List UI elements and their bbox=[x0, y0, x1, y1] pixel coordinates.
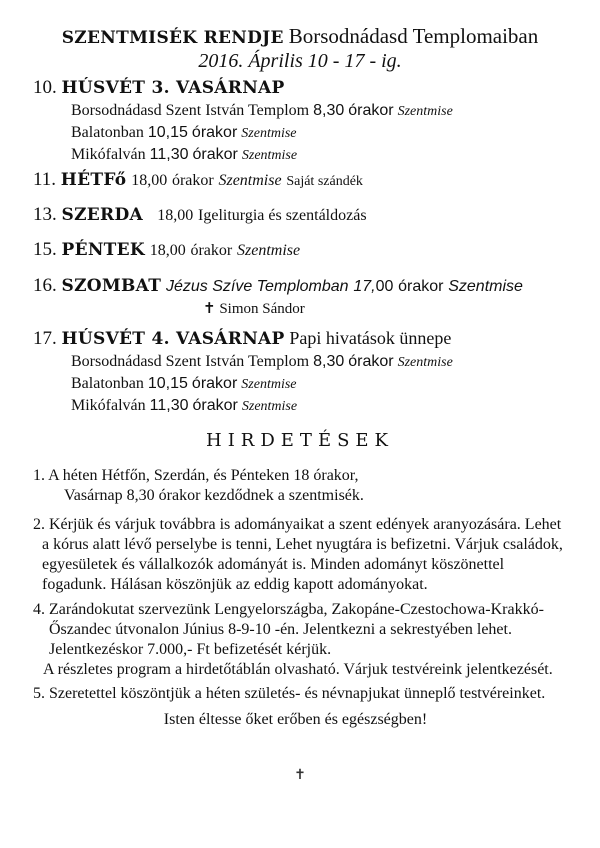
document-title bbox=[0, 24, 600, 50]
day-name: SZERDA bbox=[61, 205, 144, 225]
schedule-day-17 bbox=[33, 326, 453, 417]
day-number: 10. bbox=[33, 77, 57, 98]
day-number: 16. bbox=[33, 275, 57, 296]
day-name: HÚSVÉT 3. VASÁRNAP bbox=[61, 78, 285, 98]
announcement-2: 2. Kérjük és várjuk továbbra is adományaikat a szent edények aranyozására. Lehet a kórus alatt lévő perselybe is tenni, Lehet nyugtára is befizetni. Várjuk családok, egyesületek és vállalkozók adományát is. Minden adományt köszönettel fogadunk. Hálásan köszönjük az eddig kapott adományokat. bbox=[33, 516, 563, 593]
schedule-day-13: 13. SZERDA 18,00 Igeliturgia és szentáldozás bbox=[33, 204, 367, 225]
mass-intention: ✝ Simon Sándor bbox=[203, 301, 305, 317]
schedule-day-16: 16. SZOMBAT Jézus Szíve Templomban 17,00 órakor Szentmise ✝ Simon Sándor bbox=[33, 275, 523, 317]
mass-entry: Balatonban 10,15 órakor Szentmise bbox=[71, 375, 297, 392]
mass-entry: Borsodnádasd Szent István Templom 8,30 órakor Szentmise bbox=[71, 353, 453, 370]
day-name: SZOMBAT bbox=[61, 276, 162, 296]
day-name: HÉTFő bbox=[60, 170, 127, 190]
announcements-title: HIRDETÉSEK bbox=[206, 430, 394, 451]
announcement-5: 5. Szeretettel köszöntjük a héten születés- és névnapjukat ünneplő testvéreinket. Isten éltesse őket erőben és egészségben! bbox=[33, 685, 546, 728]
document-header bbox=[0, 24, 600, 72]
cross-icon: ✝ bbox=[294, 768, 306, 783]
mass-entry: Mikófalván 11,30 órakor Szentmise bbox=[71, 397, 298, 414]
schedule-day-15: 15. PÉNTEK 18,00 órakor Szentmise bbox=[33, 239, 301, 260]
announcement-1: 1. A héten Hétfőn, Szerdán, és Pénteken 18 órakor, Vasárnap 8,30 órakor kezdődnek a szentmisék. bbox=[33, 467, 364, 504]
mass-entry: Mikófalván 11,30 órakor Szentmise bbox=[71, 146, 298, 163]
cross-icon: ✝ bbox=[203, 301, 216, 317]
day-number: 17. bbox=[33, 328, 57, 349]
title-location-text: Borsodnádasd Templomaiban bbox=[288, 24, 539, 48]
day-number: 15. bbox=[33, 239, 57, 260]
schedule-day-10 bbox=[33, 76, 453, 166]
mass-intention: Saját szándék bbox=[286, 174, 363, 189]
title-gothic-text: SZENTMISÉK RENDJE bbox=[61, 28, 284, 48]
schedule-day-11: 11. HÉTFő 18,00 órakor Szentmise Saját szándék bbox=[33, 169, 363, 190]
mass-entry: Borsodnádasd Szent István Templom 8,30 órakor Szentmise bbox=[71, 102, 453, 119]
day-name: PÉNTEK bbox=[61, 240, 145, 260]
mass-entry: Balatonban 10,15 órakor Szentmise bbox=[71, 124, 297, 141]
day-number: 13. bbox=[33, 204, 57, 225]
announcement-4: 4. Zarándokutat szervezünk Lengyelországba, Zakopáne-Czestochowa-Krakkó- Őszandec útvonalon Június 8-9-10 -én. Jelentkezni a sekrestyében lehet. Jelentkezéskor 7.000,- Ft befizetését kérjük. A részletes program a hirdetőtáblán olvasható. Várjuk testvéreink jelentkezését. bbox=[33, 601, 553, 678]
date-range: 2016. Április 10 - 17 - ig. bbox=[198, 50, 402, 72]
day-number: 11. bbox=[33, 169, 57, 190]
feast-note: Papi hivatások ünnepe bbox=[289, 328, 452, 348]
day-name: HÚSVÉT 4. VASÁRNAP bbox=[61, 329, 285, 349]
